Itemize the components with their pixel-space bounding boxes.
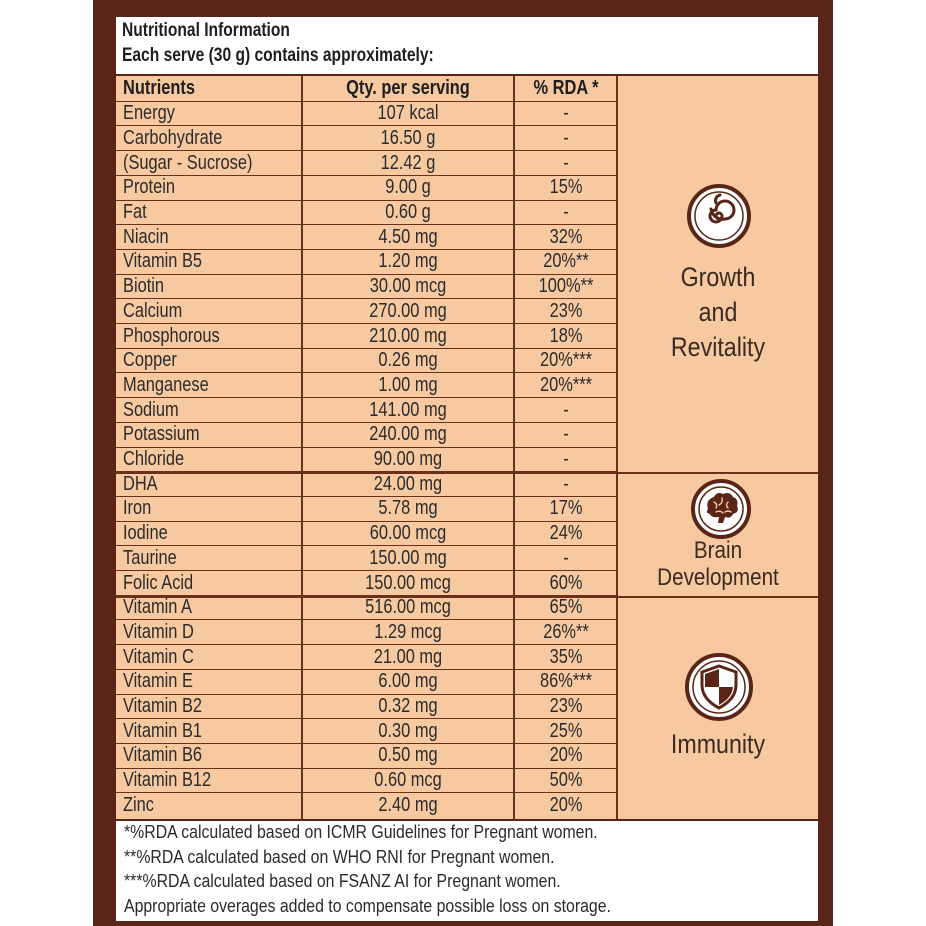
nutrition-header <box>116 17 818 74</box>
table-row <box>116 324 618 348</box>
nutrient-quantity: 0.32 mg <box>378 695 438 717</box>
nutrient-name: Energy <box>123 102 175 124</box>
nutrient-name: Vitamin B2 <box>123 695 203 717</box>
table-row <box>116 299 618 323</box>
column-header-rda: % RDA * <box>533 77 599 99</box>
group-label-immunity: Immunity <box>670 729 766 759</box>
table-row <box>116 200 618 224</box>
nutrient-quantity: 240.00 mg <box>369 423 447 445</box>
nutrient-name: Potassium <box>123 423 200 445</box>
nutrient-rda: - <box>563 423 569 445</box>
table-row <box>116 447 618 471</box>
nutrient-quantity: 1.20 mg <box>378 250 438 272</box>
table-row <box>116 101 618 125</box>
table-row <box>116 422 618 446</box>
nutrient-rda: 23% <box>549 300 583 322</box>
nutrient-name: Niacin <box>123 226 169 248</box>
group-label-growth: Growth <box>680 262 756 292</box>
group-label-and: and <box>698 297 738 327</box>
column-header-qty: Qty. per serving <box>346 77 470 99</box>
nutrient-rda: - <box>563 448 569 470</box>
nutrient-name: Vitamin A <box>123 596 192 618</box>
nutrient-quantity: 90.00 mg <box>373 448 443 470</box>
nutrient-rda: 26%** <box>543 621 589 643</box>
nutrient-quantity: 150.00 mcg <box>365 572 451 594</box>
nutrient-name: Vitamin D <box>123 621 194 643</box>
column-header-nutrients: Nutrients <box>123 77 195 99</box>
nutrient-name: Iron <box>123 497 152 519</box>
nutrient-name: Vitamin B12 <box>123 769 212 791</box>
footnote: Appropriate overages added to compensate possible loss on storage. <box>124 896 611 916</box>
table-row <box>116 175 618 199</box>
nutrient-quantity: 4.50 mg <box>378 226 438 248</box>
nutrient-name: Protein <box>123 176 175 198</box>
nutrient-quantity: 150.00 mg <box>369 547 447 569</box>
nutrient-rda: - <box>563 399 569 421</box>
nutrient-quantity: 516.00 mcg <box>365 596 451 618</box>
nutrient-quantity: 0.60 g <box>385 201 431 223</box>
nutrient-name: Fat <box>123 201 147 223</box>
table-row <box>116 249 618 273</box>
nutrient-name: Taurine <box>123 547 177 569</box>
nutrient-quantity: 0.26 mg <box>378 349 438 371</box>
nutrient-quantity: 24.00 mg <box>373 473 443 495</box>
nutrient-rda: 65% <box>549 596 583 618</box>
nutrient-rda: - <box>563 473 569 495</box>
table-row <box>116 546 618 570</box>
nutrient-rda: 24% <box>549 522 583 544</box>
table-row <box>116 398 618 422</box>
nutrient-quantity: 141.00 mg <box>369 399 447 421</box>
nutrient-quantity: 60.00 mcg <box>369 522 447 544</box>
table-row <box>116 719 618 743</box>
nutrient-quantity: 0.50 mg <box>378 744 438 766</box>
table-row <box>116 225 618 249</box>
table-row <box>116 472 618 496</box>
nutrition-table <box>116 76 818 819</box>
nutrient-name: Sodium <box>123 399 179 421</box>
group-label-revitality: Revitality <box>670 332 766 362</box>
nutrient-quantity: 5.78 mg <box>378 497 438 519</box>
nutrient-quantity: 1.29 mcg <box>374 621 442 643</box>
nutrient-quantity: 0.30 mg <box>378 720 438 742</box>
table-row <box>116 348 618 372</box>
group-label-development: Development <box>657 564 779 591</box>
nutrient-quantity: 270.00 mg <box>369 300 447 322</box>
table-row <box>116 571 618 595</box>
nutrient-rda: 60% <box>549 572 583 594</box>
nutrient-name: Vitamin B1 <box>123 720 203 742</box>
nutrient-name: Iodine <box>123 522 168 544</box>
nutrient-name: Copper <box>123 349 177 371</box>
nutrient-rda: 20% <box>549 744 583 766</box>
nutrient-quantity: 1.00 mg <box>378 374 438 396</box>
table-row <box>116 694 618 718</box>
nutrient-rda: - <box>563 152 569 174</box>
table-row <box>116 274 618 298</box>
nutrient-name: Folic Acid <box>123 572 194 594</box>
nutrient-name: Vitamin C <box>123 646 194 668</box>
table-row <box>116 151 618 175</box>
header-title: Nutritional Information <box>122 20 290 41</box>
nutrient-rda: - <box>563 127 569 149</box>
nutrient-name: Vitamin B5 <box>123 250 203 272</box>
nutrient-rda: 35% <box>549 646 583 668</box>
nutrient-name: Calcium <box>123 300 183 322</box>
nutrient-rda: 18% <box>549 325 583 347</box>
nutrient-rda: - <box>563 547 569 569</box>
table-row <box>116 595 618 619</box>
table-row <box>116 793 618 817</box>
table-row <box>116 743 618 767</box>
brain-icon <box>690 478 752 540</box>
nutrient-rda: - <box>563 201 569 223</box>
nutrient-name: Vitamin E <box>123 670 193 692</box>
nutrient-rda: 32% <box>549 226 583 248</box>
nutrient-quantity: 16.50 g <box>380 127 436 149</box>
nutrient-rda: 20%*** <box>540 374 592 396</box>
nutrient-quantity: 6.00 mg <box>378 670 438 692</box>
table-row <box>116 669 618 693</box>
nutrient-name: (Sugar - Sucrose) <box>123 152 253 174</box>
nutrient-quantity: 21.00 mg <box>373 646 443 668</box>
table-header-row <box>116 76 618 100</box>
nutrient-quantity: 12.42 g <box>380 152 436 174</box>
table-row <box>116 645 618 669</box>
table-row <box>116 496 618 520</box>
nutrient-name: Phosphorous <box>123 325 220 347</box>
nutrient-rda: 86%*** <box>540 670 592 692</box>
nutrient-name: Carbohydrate <box>123 127 223 149</box>
nutrient-rda: 20% <box>549 794 583 816</box>
header-subtitle: Each serve (30 g) contains approximately: <box>122 45 434 66</box>
footnotes <box>116 821 818 921</box>
nutrient-rda: 17% <box>549 497 583 519</box>
nutrient-name: Manganese <box>123 374 209 396</box>
nutrient-rda: - <box>563 102 569 124</box>
table-row <box>116 620 618 644</box>
nutrient-quantity: 210.00 mg <box>369 325 447 347</box>
nutrient-name: Zinc <box>123 794 154 816</box>
nutrient-quantity: 107 kcal <box>377 102 439 124</box>
footnote: *%RDA calculated based on ICMR Guidelines for Pregnant women. <box>124 822 598 842</box>
nutrient-name: DHA <box>123 473 158 495</box>
nutrient-name: Chloride <box>123 448 185 470</box>
spiral-icon <box>686 183 752 249</box>
group-label-brain: Brain <box>693 537 743 564</box>
shield-icon <box>684 652 754 722</box>
table-row <box>116 768 618 792</box>
nutrient-rda: 50% <box>549 769 583 791</box>
nutrient-name: Biotin <box>123 275 165 297</box>
nutrient-quantity: 30.00 mcg <box>369 275 447 297</box>
table-row <box>116 373 618 397</box>
footnote: **%RDA calculated based on WHO RNI for Pregnant women. <box>124 847 555 867</box>
nutrient-rda: 25% <box>549 720 583 742</box>
footnote: ***%RDA calculated based on FSANZ AI for Pregnant women. <box>124 871 561 891</box>
nutrient-quantity: 9.00 g <box>385 176 431 198</box>
nutrient-rda: 20%*** <box>540 349 592 371</box>
nutrient-rda: 20%** <box>543 250 589 272</box>
nutrient-rda: 23% <box>549 695 583 717</box>
table-row <box>116 126 618 150</box>
nutrient-rda: 100%** <box>538 275 594 297</box>
table-row <box>116 521 618 545</box>
nutrient-rda: 15% <box>549 176 583 198</box>
nutrient-quantity: 2.40 mg <box>378 794 438 816</box>
nutrient-name: Vitamin B6 <box>123 744 203 766</box>
nutrient-quantity: 0.60 mcg <box>374 769 442 791</box>
